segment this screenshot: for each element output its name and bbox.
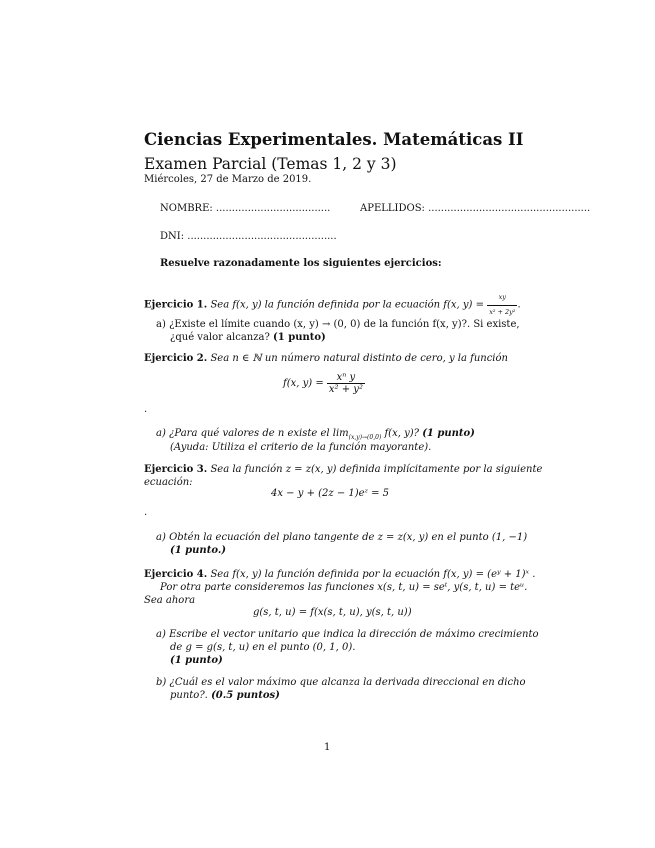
exercise-4-label: Ejercicio 4. bbox=[144, 569, 208, 580]
exercise-3-part-a-line1: Obtén la ecuación del plano tangente de z = z(x, y) en el punto (1, −1) bbox=[169, 532, 528, 543]
exercise-1-fraction-denominator: x² + 2y² bbox=[489, 307, 516, 316]
exercise-4-line1: Sea f(x, y) la función definida por la ecuación f(x, y) = (eʸ + 1)ˣ . bbox=[210, 569, 536, 580]
exercise-4-part-a-line1: Escribe el vector unitario que indica la dirección de máximo crecimiento bbox=[169, 629, 539, 640]
exam-date: Miércoles, 27 de Marzo de 2019. bbox=[144, 174, 312, 185]
exercise-1-statement: Ejercicio 1. Sea f(x, y) la función definida por la ecuación f(x, y) = $\frac{xy}{\text{x² + 2y²}}$ . bbox=[144, 291, 521, 319]
exercise-3-line2: ecuación: bbox=[144, 477, 193, 488]
exercise-3-equation: 4x − y + (2z − 1)eᶻ = 5 bbox=[271, 488, 389, 499]
exercise-1-fraction bbox=[487, 291, 517, 319]
exercise-3-label: Ejercicio 3. bbox=[144, 464, 208, 475]
exercise-2-part-a-line1: ¿Para qué valores de n existe el lim bbox=[169, 428, 349, 439]
exercise-1-part-a-label: a) bbox=[156, 319, 166, 330]
dni-field: DNI: ............................................... bbox=[160, 231, 337, 242]
exercise-2-hint: (Ayuda: Utiliza el criterio de la función mayorante). bbox=[170, 442, 432, 453]
exercise-1-part-a-line1: ¿Existe el límite cuando (x, y) → (0, 0) de la función f(x, y)?. Si existe, bbox=[169, 319, 520, 330]
exercise-2-part-a-label: a) bbox=[156, 428, 166, 439]
exercise-4-part-a-line2: de g = g(s, t, u) en el punto (0, 1, 0). bbox=[170, 642, 356, 653]
exam-subtitle: Examen Parcial (Temas 1, 2 y 3) bbox=[144, 155, 397, 173]
exercise-4-line2: Por otra parte consideremos las funciones x(s, t, u) = seᵗ, y(s, t, u) = teᵘ. bbox=[160, 582, 528, 593]
exercise-2-part-a-line1-end: f(x, y)? bbox=[381, 428, 419, 439]
exercise-3-statement bbox=[144, 463, 542, 477]
exercise-1-label: Ejercicio 1. bbox=[144, 299, 208, 311]
exercise-4-part-a-points: (1 punto) bbox=[170, 655, 223, 666]
instructions: Resuelve razonadamente los siguientes ejercicios: bbox=[160, 258, 442, 269]
exercise-4-line3: Sea ahora bbox=[144, 595, 196, 606]
exercise-1-part-a-cont bbox=[170, 331, 326, 345]
exercise-1-part-a-line2: ¿qué valor alcanza? bbox=[170, 332, 270, 343]
exercise-4-part-b-cont bbox=[170, 689, 280, 703]
exercise-3-part-a-points: (1 punto.) bbox=[170, 545, 227, 556]
exercise-4-equation: g(s, t, u) = f(x(s, t, u), y(s, t, u)) bbox=[253, 607, 412, 618]
exercise-2-part-a-points: (1 punto) bbox=[422, 428, 475, 439]
exercise-2-equation bbox=[283, 372, 365, 395]
exercise-3-period: . bbox=[144, 507, 148, 518]
exercise-2-label: Ejercicio 2. bbox=[144, 353, 208, 364]
exercise-4-part-b-label: b) bbox=[156, 677, 167, 688]
exercise-4-statement bbox=[144, 568, 535, 582]
exercise-1-fraction-numerator: xy bbox=[487, 291, 517, 306]
exercise-1-part-a-points: (1 punto) bbox=[273, 332, 326, 343]
exercise-1-part-a bbox=[156, 318, 520, 332]
exercise-4-part-b-points: (0.5 puntos) bbox=[211, 690, 280, 701]
exercise-2-text: Sea n ∈ ℕ un número natural distinto de cero, y la función bbox=[210, 353, 508, 364]
exercise-2-fraction-numerator: xⁿ y bbox=[327, 372, 365, 384]
exercise-3-line1: Sea la función z = z(x, y) definida implícitamente por la siguiente bbox=[210, 464, 543, 475]
exercise-2-statement bbox=[144, 352, 508, 366]
nombre-field: NOMBRE: .................................... bbox=[160, 203, 331, 214]
exercise-4-part-a bbox=[156, 628, 539, 642]
exercise-1-text: Sea f(x, y) la función definida por la ecuación f(x, y) = bbox=[210, 299, 484, 311]
exercise-2-fraction-denominator: x² + y² bbox=[328, 384, 363, 395]
exercise-4-part-b-line2: punto?. bbox=[170, 690, 208, 701]
exercise-3-part-a bbox=[156, 531, 527, 545]
document-title: Ciencias Experimentales. Matemáticas II bbox=[144, 130, 524, 149]
exercise-4-part-b bbox=[156, 676, 526, 690]
exercise-2-period: . bbox=[144, 404, 148, 415]
exercise-2-limit-subscript: (x,y)→(0,0) bbox=[348, 434, 382, 441]
exercise-4-part-b-line1: ¿Cuál es el valor máximo que alcanza la derivada direccional en dicho bbox=[169, 677, 526, 688]
exercise-2-fraction bbox=[327, 372, 365, 395]
page-number: 1 bbox=[324, 742, 331, 753]
apellidos-field: APELLIDOS: ................................................... bbox=[360, 203, 591, 214]
exercise-2-equation-lhs: f(x, y) = bbox=[283, 378, 324, 389]
exercise-4-part-a-label: a) bbox=[156, 629, 166, 640]
exercise-3-part-a-label: a) bbox=[156, 532, 166, 543]
